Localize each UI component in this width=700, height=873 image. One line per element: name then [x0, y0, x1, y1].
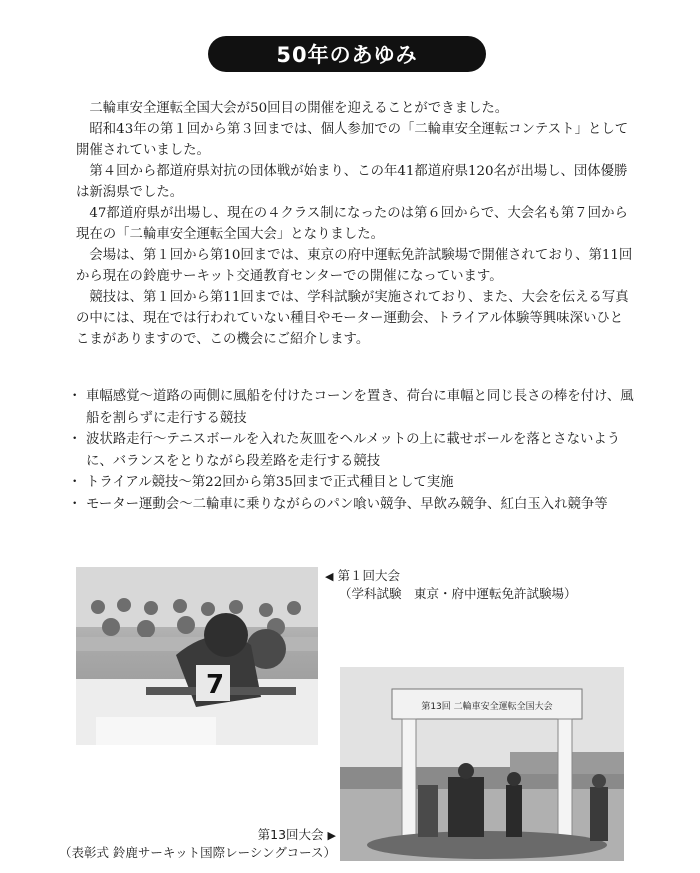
list-item: ・ トライアル競技～第22回から第35回まで正式種目として実施	[68, 472, 636, 494]
list-item: ・ 車幅感覚～道路の両側に風船を付けたコーンを置き、荷台に車幅と同じ長さの棒を付け、風船を割らずに走行する競技	[68, 386, 636, 429]
event-list	[68, 386, 636, 515]
list-item: ・ モーター運動会～二輪車に乗りながらのパン喰い競争、早飲み競争、紅白玉入れ競争等	[68, 494, 636, 516]
intro-paragraph: 第４回から都道府県対抗の団体戦が始まり、この年41都道府県120名が出場し、団体優勝は新潟県でした。	[76, 164, 628, 200]
intro-paragraph: 会場は、第１回から第10回までは、東京の府中運転免許試験場で開催されており、第11回から現在の鈴鹿サーキット交通教育センターでの開催になっています。	[76, 248, 633, 284]
intro-paragraph: 競技は、第１回から第11回までは、学科試験が実施されており、また、大会を伝える写真の中には、現在では行われていない種目やモーター運動会、トライアル体験等興味深いひとこまがありますので、この機会にご紹介します。	[76, 290, 629, 347]
page-title: 50年のあゆみ	[208, 36, 486, 72]
photo-13th-event	[340, 667, 624, 861]
exam-room-illustration	[76, 567, 318, 745]
photo-first-event-caption	[325, 567, 577, 602]
intro-paragraph: 47都道府県が出場し、現在の４クラス制になったのは第６回からで、大会名も第７回から現在の「二輪車安全運転全国大会」となりました。	[76, 206, 628, 242]
caption-title: 第１回大会	[337, 568, 400, 583]
caption-detail: （学科試験 東京・府中運転免許試験場）	[339, 586, 577, 601]
triangle-left-icon: ◀	[325, 570, 334, 583]
intro-paragraph: 二輪車安全運転全国大会が50回目の開催を迎えることができました。	[89, 101, 509, 116]
photo-first-event	[76, 567, 318, 745]
caption-title: 第13回大会	[257, 827, 324, 842]
bib-number: 7	[206, 670, 225, 700]
photo-13th-event-caption	[40, 826, 336, 861]
caption-detail: （表彰式 鈴鹿サーキット国際レーシングコース）	[58, 845, 336, 860]
list-item: ・ 波状路走行～テニスボールを入れた灰皿をヘルメットの上に載せボールを落とさないように、バランスをとりながら段差路を走行する競技	[68, 429, 636, 472]
ceremony-illustration	[340, 667, 624, 861]
intro-text	[76, 98, 636, 350]
arch-banner: 第13回 二輪車安全運転全国大会	[421, 702, 553, 712]
triangle-right-icon: ▶	[327, 829, 336, 842]
intro-paragraph: 昭和43年の第１回から第３回までは、個人参加での「二輪車安全運転コンテスト」として開催されていました。	[76, 122, 629, 158]
